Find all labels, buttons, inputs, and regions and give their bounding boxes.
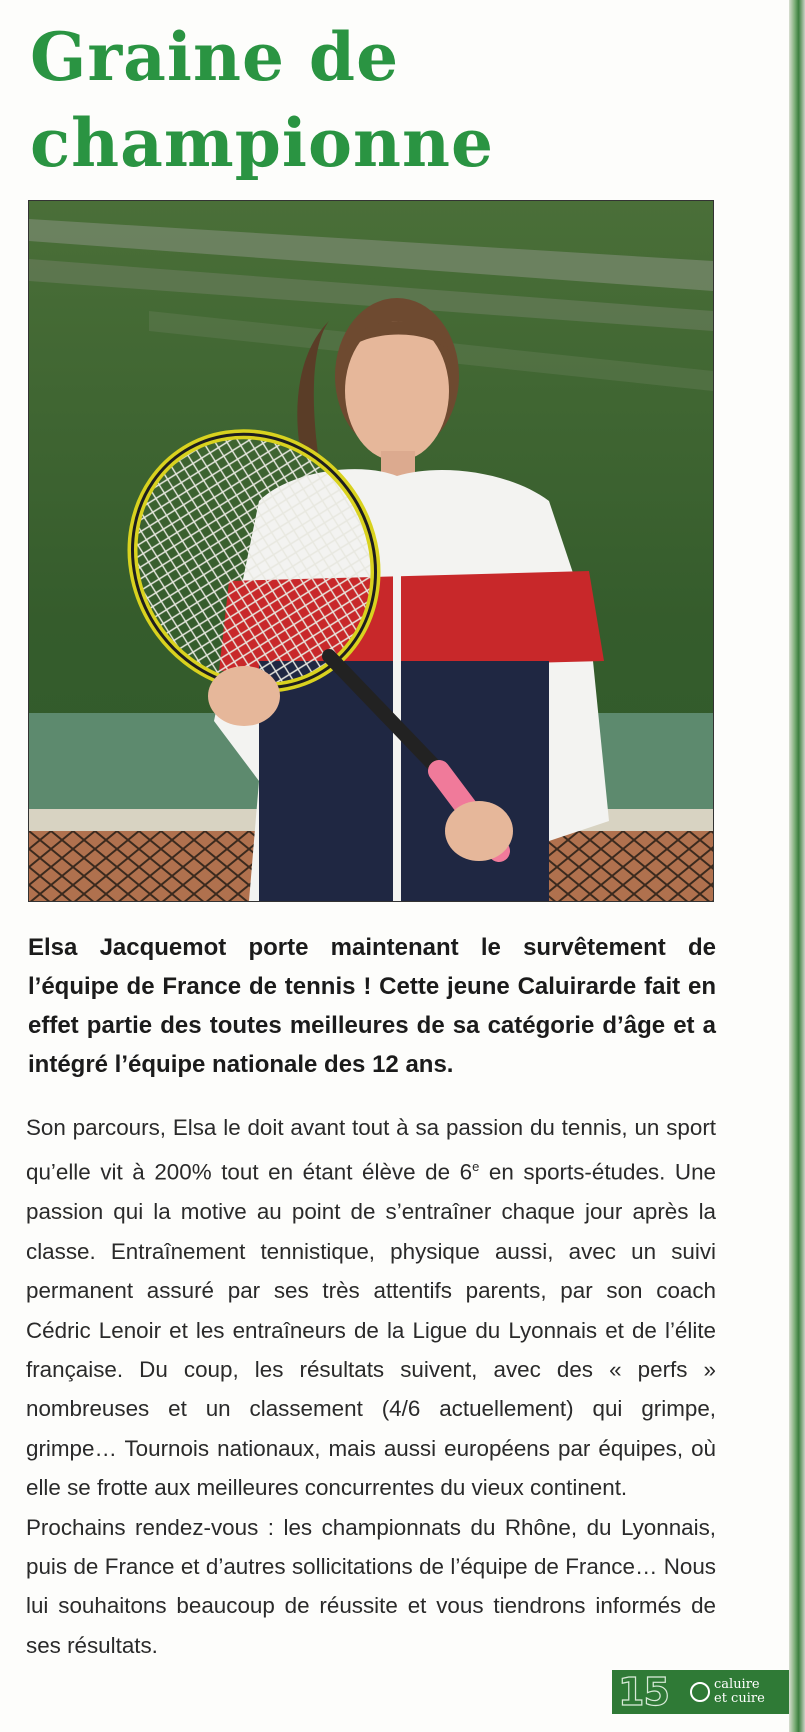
page-footer xyxy=(612,1670,789,1714)
title-line-1: Graine de xyxy=(30,18,400,96)
logo-icon xyxy=(690,1682,710,1702)
page-edge-strip xyxy=(789,0,805,1732)
article-paragraph-2: Prochains rendez-vous : les championnats du Rhône, du Lyonnais, puis de France et d’autres sollicitations de l’équipe de France… Nous lui souhaitons beaucoup de réussite et vous tiendrons informés de ses résultats. xyxy=(26,1514,716,1658)
magazine-logo xyxy=(690,1678,765,1706)
superscript-e: e xyxy=(472,1159,480,1175)
article-lead: Elsa Jacquemot porte maintenant le survêtement de l’équipe de France de tennis ! Cette jeune Caluirarde fait en effet partie des toutes meilleures de sa catégorie d’âge et a intégré l’équipe nationale des 12 ans. xyxy=(28,934,716,1078)
article-paragraph-1: Son parcours, Elsa le doit avant tout à sa passion du tennis, un sport qu’elle vit à 200% tout en étant élève de 6e en sports-études. Une passion qui la motive au point de s’entraîner chaque jour après la classe. Entraînement tennistique, physique aussi, avec un suivi permanent assuré par ses très attentifs parents, par son coach Cédric Lenoir et les entraîneurs de la Ligue du Lyonnais et de l’élite française. Du coup, les résultats suivent, avec des « perfs » nombreuses et un classement (4/6 actuellement) qui grimpe, grimpe… Tournois nationaux, mais aussi européens par équipes, où elle se frotte aux meilleures concurrentes du vieux continent. xyxy=(26,1115,716,1501)
article-title xyxy=(30,14,670,186)
logo-line-1: caluire xyxy=(714,1677,760,1692)
logo-line-2: et cuire xyxy=(714,1691,765,1706)
title-line-2: championne xyxy=(30,104,494,182)
page-number: 15 xyxy=(618,1670,669,1714)
article-body xyxy=(26,1108,716,1665)
photo-illustration xyxy=(29,201,713,901)
article-photo xyxy=(28,200,714,902)
